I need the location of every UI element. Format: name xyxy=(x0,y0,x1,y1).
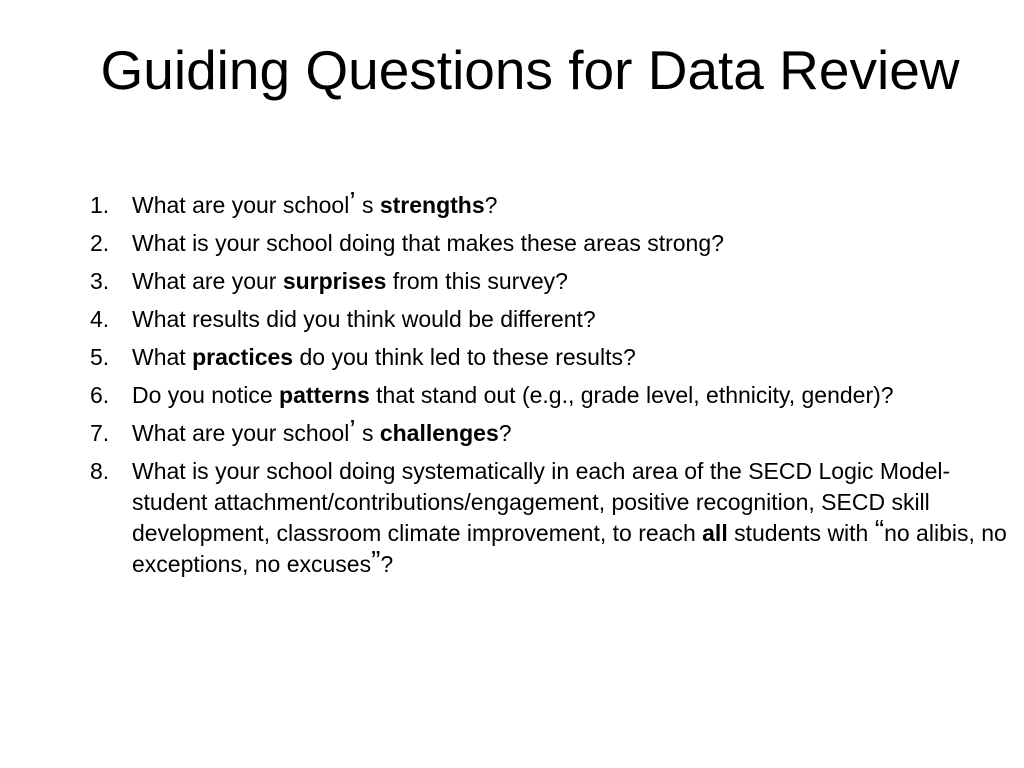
emphasis-patterns: patterns xyxy=(279,382,370,408)
item-text: What are your xyxy=(132,268,283,294)
item-text: that stand out (e.g., grade level, ethnicity, gender)? xyxy=(369,382,894,408)
list-item xyxy=(90,342,1010,373)
question-list xyxy=(90,186,1010,587)
item-text: What are your school xyxy=(132,192,350,218)
item-text: s xyxy=(355,420,380,446)
list-item xyxy=(90,304,1010,335)
open-quote: “ xyxy=(874,514,885,545)
apostrophe: ’ xyxy=(349,414,356,445)
item-number: 1. xyxy=(90,192,110,218)
emphasis-all: all xyxy=(702,520,728,546)
item-text: Do you notice xyxy=(132,382,280,408)
list-item xyxy=(90,228,1010,259)
emphasis-surprises: surprises xyxy=(282,268,387,294)
item-text: ? xyxy=(498,420,512,446)
item-text: What xyxy=(132,344,193,370)
item-number: 4. xyxy=(90,306,110,332)
item-text: ? xyxy=(484,192,498,218)
emphasis-strengths: strengths xyxy=(379,192,485,218)
item-number: 8. xyxy=(90,458,110,484)
item-text: do you think led to these results? xyxy=(293,344,636,370)
item-text: students with xyxy=(727,520,875,546)
close-quote: ” xyxy=(371,545,381,576)
list-item xyxy=(90,414,1010,449)
item-text: What is your school doing that makes these areas strong? xyxy=(132,230,724,256)
list-item xyxy=(90,186,1010,221)
item-text: s xyxy=(355,192,380,218)
emphasis-practices: practices xyxy=(192,344,294,370)
slide-title: Guiding Questions for Data Review xyxy=(100,39,960,101)
list-item xyxy=(90,456,1010,580)
item-text: What is your school doing systematically in each area of the SECD Logic Model- student attachment/contributions/engagement, positive recognition, SECD skill development, classroom climate improvement, to reach xyxy=(132,458,951,546)
list-item xyxy=(90,380,1010,411)
item-text: ? xyxy=(380,551,394,577)
item-number: 3. xyxy=(90,268,110,294)
apostrophe: ’ xyxy=(349,186,356,217)
item-text: from this survey? xyxy=(386,268,568,294)
list-item xyxy=(90,266,1010,297)
item-number: 2. xyxy=(90,230,110,256)
emphasis-challenges: challenges xyxy=(379,420,499,446)
item-text: What results did you think would be different? xyxy=(132,306,596,332)
item-number: 7. xyxy=(90,420,110,446)
item-number: 6. xyxy=(90,382,110,408)
item-text: What are your school xyxy=(132,420,350,446)
item-number: 5. xyxy=(90,344,110,370)
item-text: no alibis, no exceptions, no excuses xyxy=(132,520,1007,577)
